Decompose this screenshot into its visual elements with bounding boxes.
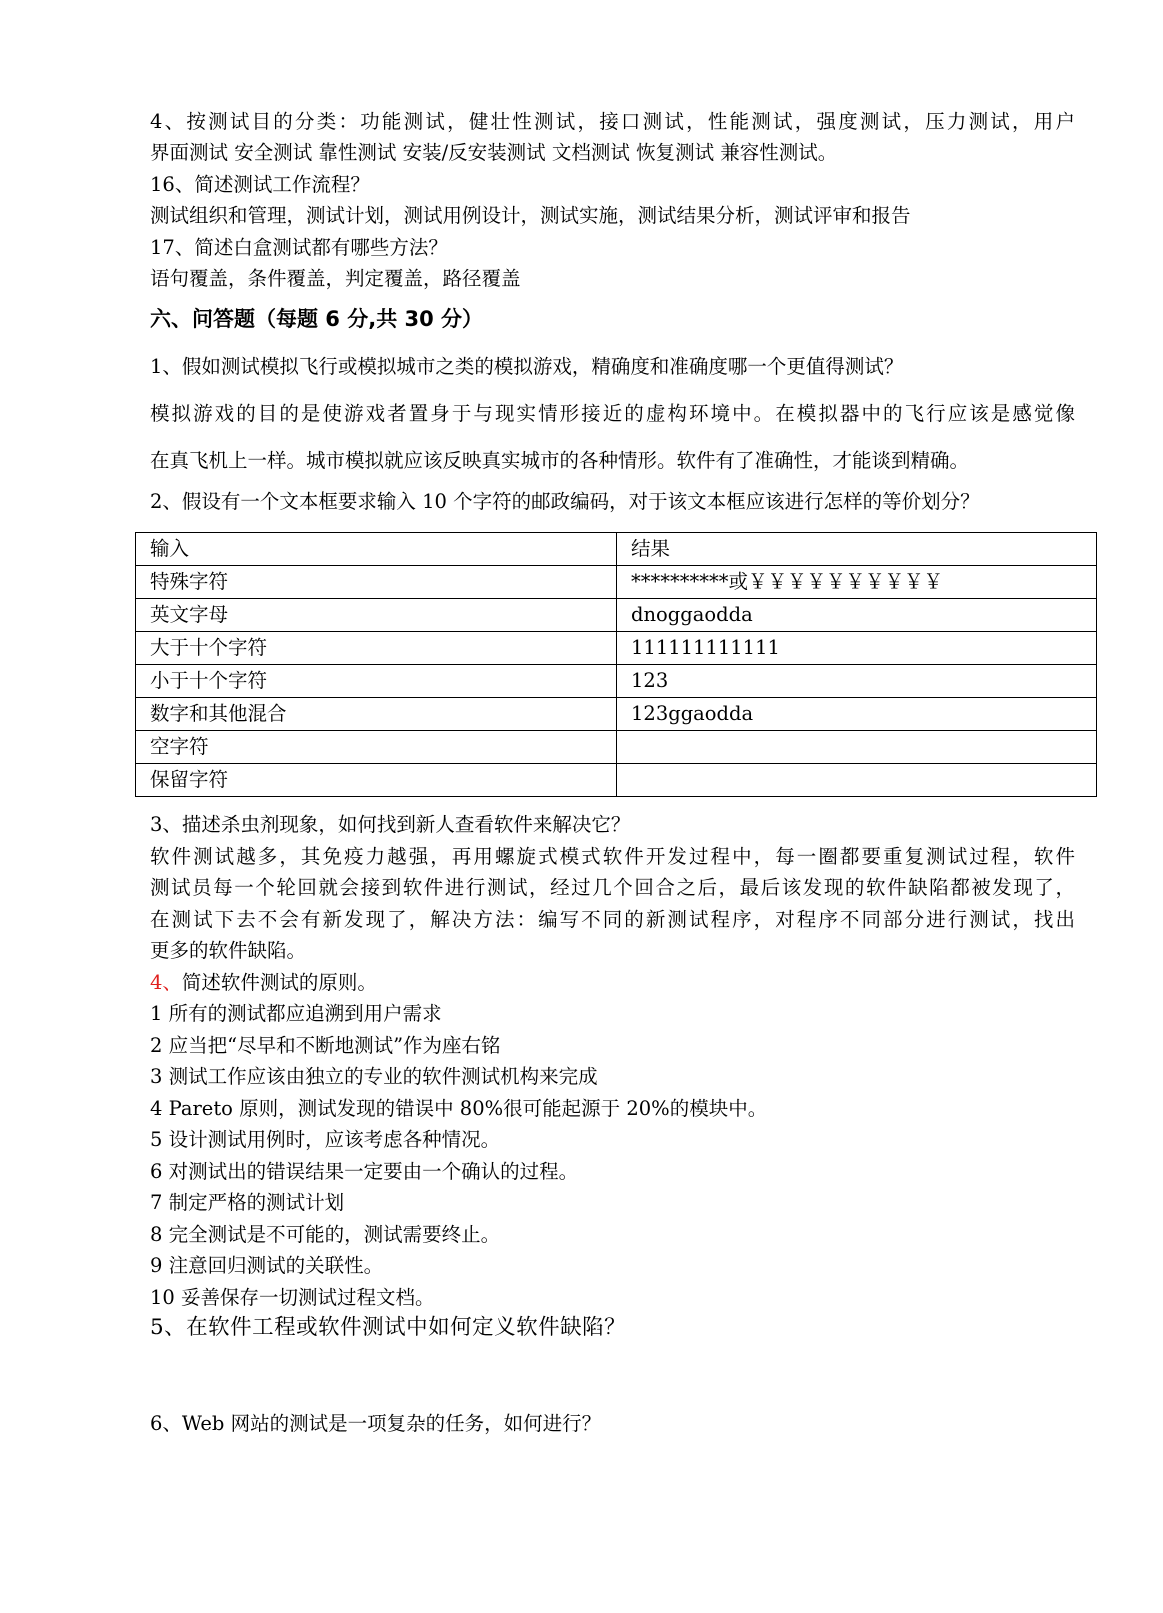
principle-item: 1 所有的测试都应追溯到用户需求 — [150, 1002, 442, 1025]
principle-item: 4 Pareto 原则，测试发现的错误中 80%很可能起源于 20%的模块中。 — [150, 1097, 768, 1120]
principle-item: 5 设计测试用例时，应该考虑各种情况。 — [150, 1128, 501, 1151]
principle-item: 9 注意回归测试的关联性。 — [150, 1254, 384, 1277]
principle-item: 8 完全测试是不可能的，测试需要终止。 — [150, 1223, 501, 1246]
table-cell: 特殊字符 — [136, 566, 617, 599]
table-cell — [617, 731, 1097, 764]
principle-item: 6 对测试出的错误结果一定要由一个确认的过程。 — [150, 1160, 579, 1183]
principle-item: 10 妥善保存一切测试过程文档。 — [150, 1286, 435, 1309]
table-row — [136, 566, 1097, 599]
equivalence-table — [135, 532, 1097, 797]
table-row — [136, 599, 1097, 632]
table-cell: **********或￥￥￥￥￥￥￥￥￥￥ — [617, 566, 1097, 599]
question-4 — [150, 971, 1075, 995]
principle-item: 3 测试工作应该由独立的专业的软件测试机构来完成 — [150, 1065, 598, 1088]
table-cell: 保留字符 — [136, 764, 617, 797]
answer-3-line: 测试员每一个轮回就会接到软件进行测试，经过几个回合之后，最后该发现的软件缺陷都被发现了， — [150, 876, 1075, 899]
question-4-number: 4、 — [150, 971, 182, 994]
question-5: 5、在软件工程或软件测试中如何定义软件缺陷？ — [150, 1315, 627, 1340]
table-cell: 空字符 — [136, 731, 617, 764]
table-row — [136, 698, 1097, 731]
table-cell: 111111111111 — [617, 632, 1097, 665]
table-header-cell: 结果 — [617, 533, 1097, 566]
question-6: 6、Web 网站的测试是一项复杂的任务，如何进行？ — [150, 1412, 602, 1435]
principle-item: 2 应当把“尽早和不断地测试”作为座右铭 — [150, 1034, 501, 1057]
table-header-cell: 输入 — [136, 533, 617, 566]
table-header-row — [136, 533, 1097, 566]
table-cell: 小于十个字符 — [136, 665, 617, 698]
question-2: 2、假设有一个文本框要求输入 10 个字符的邮政编码，对于该文本框应该进行怎样的等价划分？ — [150, 490, 980, 513]
paragraph-line: 4、按测试目的分类：功能测试，健壮性测试，接口测试，性能测试，强度测试，压力测试，用户 — [150, 110, 1075, 133]
answer-16: 测试组织和管理，测试计划，测试用例设计，测试实施，测试结果分析，测试评审和报告 — [150, 204, 911, 227]
answer-3-line: 软件测试越多，其免疫力越强，再用螺旋式模式软件开发过程中，每一圈都要重复测试过程，软件 — [150, 845, 1075, 868]
question-16: 16、简述测试工作流程？ — [150, 173, 370, 196]
paragraph-line: 界面测试 安全测试 靠性测试 安装/反安装测试 文档测试 恢复测试 兼容性测试。 — [150, 141, 838, 164]
table-cell: 数字和其他混合 — [136, 698, 617, 731]
question-17: 17、简述白盒测试都有哪些方法？ — [150, 236, 448, 259]
section-heading: 六、问答题（每题 6 分,共 30 分） — [150, 307, 484, 331]
table-row — [136, 731, 1097, 764]
table-row — [136, 764, 1097, 797]
table-cell: 123 — [617, 665, 1097, 698]
table-cell: dnoggaodda — [617, 599, 1097, 632]
table-cell: 英文字母 — [136, 599, 617, 632]
principle-item: 7 制定严格的测试计划 — [150, 1191, 345, 1214]
question-3: 3、描述杀虫剂现象，如何找到新人查看软件来解决它？ — [150, 813, 631, 836]
question-1: 1、假如测试模拟飞行或模拟城市之类的模拟游戏，精确度和准确度哪一个更值得测试？ — [150, 355, 904, 378]
question-4-text: 简述软件测试的原则。 — [181, 971, 377, 994]
answer-3-line: 在测试下去不会有新发现了，解决方法：编写不同的新测试程序，对程序不同部分进行测试，找出 — [150, 908, 1075, 931]
table-cell: 123ggaodda — [617, 698, 1097, 731]
answer-17: 语句覆盖，条件覆盖，判定覆盖，路径覆盖 — [150, 267, 521, 290]
table-cell: 大于十个字符 — [136, 632, 617, 665]
answer-3-line: 更多的软件缺陷。 — [150, 939, 307, 962]
table-cell — [617, 764, 1097, 797]
table-row — [136, 665, 1097, 698]
answer-1-line: 在真飞机上一样。城市模拟就应该反映真实城市的各种情形。软件有了准确性，才能谈到精确。 — [150, 449, 970, 472]
table-row — [136, 632, 1097, 665]
answer-1-line: 模拟游戏的目的是使游戏者置身于与现实情形接近的虚构环境中。在模拟器中的飞行应该是感觉像 — [150, 402, 1075, 425]
